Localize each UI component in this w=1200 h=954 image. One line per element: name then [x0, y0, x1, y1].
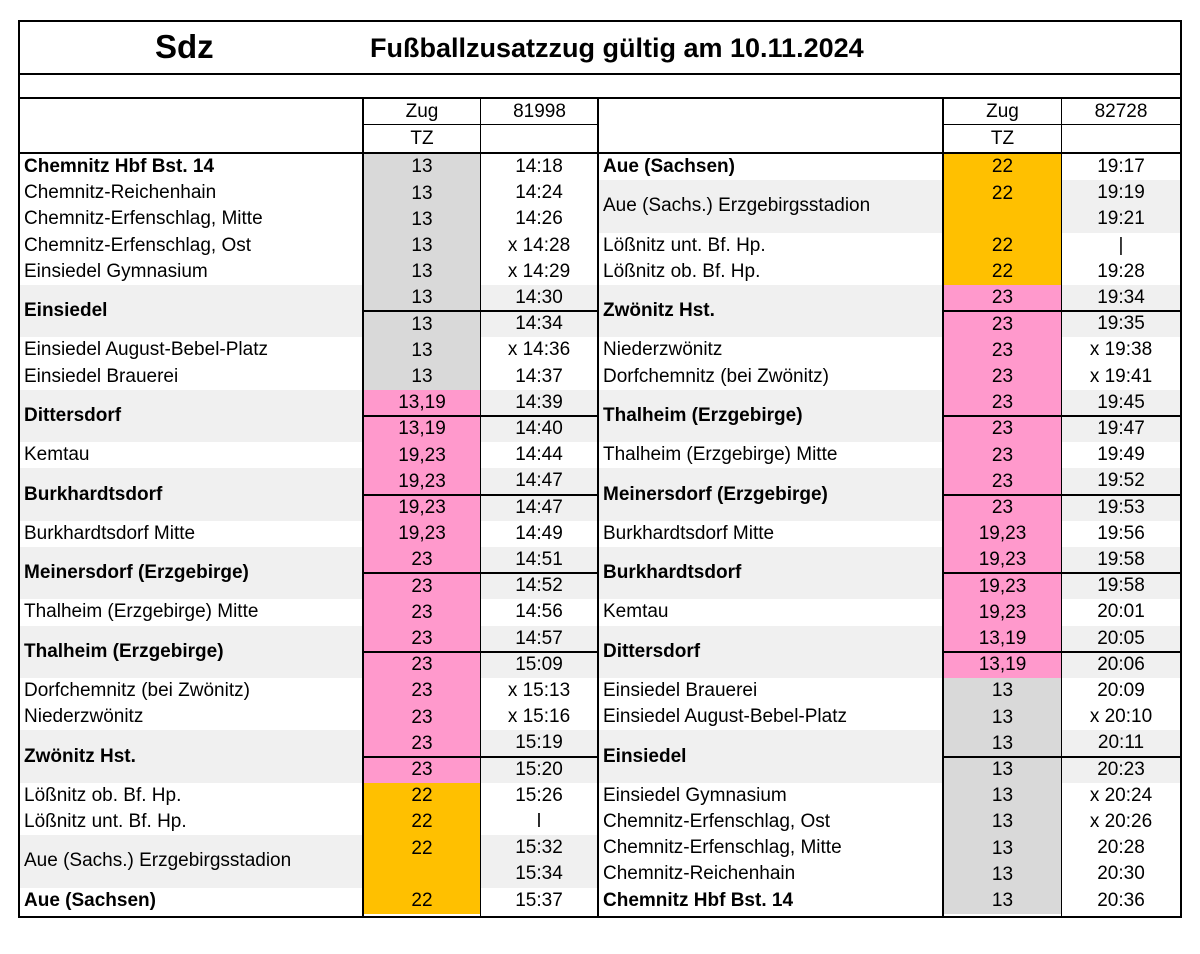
- right-station-col-divider: [942, 97, 944, 916]
- station-name: Chemnitz-Erfenschlag, Ost: [603, 811, 831, 833]
- tz-cell: 23: [944, 364, 1061, 391]
- time-cell: 15:32: [515, 837, 563, 859]
- tz-cell: 23: [944, 416, 1061, 443]
- time-cell: 19:58: [1097, 549, 1145, 571]
- time-cell: x 20:24: [1089, 784, 1153, 806]
- arr-dep-divider: [364, 310, 598, 312]
- station-name: Burkhardtsdorf: [24, 483, 163, 505]
- left-station-col-divider: [362, 97, 364, 916]
- station-name: Aue (Sachs.) Erzgebirgsstadion: [603, 195, 871, 217]
- tz-cell: 13: [944, 809, 1061, 836]
- tz-cell: 22: [364, 888, 480, 915]
- tz-cell: [944, 206, 1061, 233]
- tz-cell: 23: [944, 285, 1061, 312]
- tz-cell: 22: [944, 154, 1061, 181]
- tz-cell: 13: [364, 364, 480, 391]
- arr-dep-divider: [944, 494, 1180, 496]
- tz-cell: 13: [364, 311, 480, 338]
- station-name: Chemnitz Hbf Bst. 14: [24, 156, 215, 178]
- time-cell: 19:56: [1097, 522, 1145, 544]
- tz-cell: 23: [364, 678, 480, 705]
- arr-dep-divider: [364, 651, 598, 653]
- arr-dep-divider: [944, 310, 1180, 312]
- time-cell: x 19:41: [1089, 365, 1153, 387]
- time-cell: 20:06: [1097, 653, 1145, 675]
- time-cell: 14:49: [515, 522, 563, 544]
- title-divider: [18, 73, 1182, 75]
- time-cell: x 14:28: [507, 234, 571, 256]
- time-cell: 19:35: [1097, 313, 1145, 335]
- tz-cell: 23: [944, 337, 1061, 364]
- time-cell: 19:53: [1097, 496, 1145, 518]
- time-cell: 20:11: [1097, 732, 1145, 754]
- tz-cell: 23: [944, 442, 1061, 469]
- tz-cell: 13,19: [944, 652, 1061, 679]
- station-name: Thalheim (Erzgebirge): [24, 640, 224, 662]
- station-name: Chemnitz-Erfenschlag, Mitte: [24, 208, 263, 230]
- tz-cell: 19,23: [364, 468, 480, 495]
- tz-cell: 22: [364, 809, 480, 836]
- time-cell: x 20:10: [1089, 706, 1153, 728]
- right-tz-label: TZ: [990, 127, 1015, 149]
- station-name: Burkhardtsdorf Mitte: [603, 522, 775, 544]
- right-train-number: 82728: [1094, 100, 1148, 122]
- tz-cell: 23: [944, 390, 1061, 417]
- tz-cell: 13: [944, 704, 1061, 731]
- time-cell: 19:47: [1097, 418, 1145, 440]
- station-name: Meinersdorf (Erzgebirge): [603, 483, 828, 505]
- tz-cell: 13: [944, 757, 1061, 784]
- time-cell: 20:23: [1097, 758, 1145, 780]
- tz-cell: 13: [944, 678, 1061, 705]
- time-cell: 19:45: [1097, 391, 1145, 413]
- station-name: Einsiedel August-Bebel-Platz: [603, 706, 847, 728]
- tz-cell: 13,19: [364, 390, 480, 417]
- time-cell: 14:47: [515, 496, 563, 518]
- time-cell: 14:34: [515, 313, 563, 335]
- time-cell: 20:01: [1097, 601, 1145, 623]
- station-name: Burkhardtsdorf: [603, 562, 742, 584]
- tz-cell: 19,23: [944, 547, 1061, 574]
- arr-dep-divider: [364, 572, 598, 574]
- tz-cell: 19,23: [944, 521, 1061, 548]
- tz-cell: 19,23: [364, 495, 480, 522]
- time-cell: 14:37: [515, 365, 563, 387]
- arr-dep-divider: [944, 756, 1180, 758]
- time-cell: 15:26: [515, 784, 563, 806]
- time-cell: 14:57: [515, 627, 563, 649]
- arr-dep-divider: [944, 651, 1180, 653]
- time-cell: 14:44: [515, 444, 563, 466]
- station-name: Dittersdorf: [24, 404, 122, 426]
- time-cell: x 19:38: [1089, 339, 1153, 361]
- station-name: Aue (Sachsen): [24, 889, 156, 911]
- time-cell: 20:36: [1097, 889, 1145, 911]
- station-name: Kemtau: [24, 444, 90, 466]
- time-cell: |: [1118, 234, 1124, 256]
- station-name: Dorfchemnitz (bei Zwönitz): [24, 680, 250, 702]
- station-name: Zwönitz Hst.: [603, 300, 715, 322]
- left-train-number: 81998: [513, 100, 566, 122]
- station-name: Einsiedel: [603, 745, 687, 767]
- station-name: Chemnitz-Reichenhain: [603, 863, 796, 885]
- station-name: Thalheim (Erzgebirge) Mitte: [603, 444, 838, 466]
- time-cell: 19:21: [1097, 208, 1145, 230]
- tz-cell: 23: [364, 599, 480, 626]
- tz-cell: 13: [364, 154, 480, 181]
- tz-cell: 13,19: [944, 626, 1061, 653]
- arr-dep-divider: [364, 494, 598, 496]
- time-cell: l: [536, 811, 542, 833]
- time-cell: 14:39: [515, 391, 563, 413]
- time-cell: 14:51: [515, 549, 563, 571]
- right-tz-col-divider: [1061, 97, 1062, 916]
- tz-cell: 19,23: [944, 573, 1061, 600]
- time-cell: x 14:29: [507, 260, 571, 282]
- station-name: Zwönitz Hst.: [24, 745, 136, 767]
- tz-cell: 13: [944, 861, 1061, 888]
- tz-cell: 23: [944, 468, 1061, 495]
- tz-cell: 19,23: [364, 442, 480, 469]
- time-cell: 14:47: [515, 470, 563, 492]
- station-name: Einsiedel Gymnasium: [24, 260, 208, 282]
- station-name: Einsiedel Brauerei: [24, 365, 179, 387]
- tz-cell: 13: [944, 835, 1061, 862]
- station-name: Thalheim (Erzgebirge) Mitte: [24, 601, 259, 623]
- time-cell: x 20:26: [1089, 811, 1153, 833]
- left-tz-label: TZ: [410, 127, 434, 149]
- time-cell: 14:52: [515, 575, 563, 597]
- station-name: Burkhardtsdorf Mitte: [24, 522, 196, 544]
- station-name: Thalheim (Erzgebirge): [603, 404, 803, 426]
- time-cell: 20:05: [1097, 627, 1145, 649]
- time-cell: 20:09: [1097, 680, 1145, 702]
- right-zug-label: Zug: [986, 100, 1019, 122]
- tz-cell: 23: [364, 547, 480, 574]
- tz-cell: 22: [364, 783, 480, 810]
- left-tz-col-divider: [480, 97, 481, 916]
- station-name: Niederzwönitz: [24, 706, 144, 728]
- time-cell: x 15:13: [507, 680, 571, 702]
- tz-cell: 13: [364, 233, 480, 260]
- station-name: Dittersdorf: [603, 640, 701, 662]
- time-cell: 19:49: [1097, 444, 1145, 466]
- station-name: Meinersdorf (Erzgebirge): [24, 562, 249, 584]
- tz-cell: 13: [944, 730, 1061, 757]
- station-name: Chemnitz-Reichenhain: [24, 182, 217, 204]
- station-name: Lößnitz unt. Bf. Hp.: [603, 234, 766, 256]
- tz-cell: 23: [364, 573, 480, 600]
- tz-cell: 23: [364, 652, 480, 679]
- time-cell: 15:09: [515, 653, 563, 675]
- time-cell: 14:18: [515, 156, 563, 178]
- station-name: Einsiedel Gymnasium: [603, 784, 787, 806]
- station-name: Niederzwönitz: [603, 339, 723, 361]
- time-cell: 15:19: [515, 732, 563, 754]
- time-cell: 15:20: [515, 758, 563, 780]
- train-type-code: Sdz: [155, 28, 214, 65]
- page-title: Fußballzusatzzug gültig am 10.11.2024: [370, 33, 864, 63]
- time-cell: 15:34: [515, 863, 563, 885]
- tz-cell: 13: [944, 888, 1061, 915]
- station-name: Einsiedel: [24, 300, 108, 322]
- time-cell: 19:19: [1097, 182, 1145, 204]
- time-cell: 15:37: [515, 889, 563, 911]
- station-name: Dorfchemnitz (bei Zwönitz): [603, 365, 829, 387]
- tz-cell: 13,19: [364, 416, 480, 443]
- station-name: Chemnitz Hbf Bst. 14: [603, 889, 794, 911]
- station-name: Einsiedel August-Bebel-Platz: [24, 339, 268, 361]
- time-cell: x 14:36: [507, 339, 571, 361]
- time-cell: x 15:16: [507, 706, 571, 728]
- tz-cell: 22: [944, 180, 1061, 207]
- time-cell: 19:28: [1097, 260, 1145, 282]
- tz-cell: 19,23: [944, 599, 1061, 626]
- time-cell: 19:34: [1097, 287, 1145, 309]
- time-cell: 20:28: [1097, 837, 1145, 859]
- tz-cell: 23: [944, 311, 1061, 338]
- tz-cell: 13: [364, 259, 480, 286]
- tz-cell: 13: [364, 337, 480, 364]
- tz-cell: 13: [364, 180, 480, 207]
- tz-cell: 22: [364, 835, 480, 862]
- tz-cell: 13: [364, 285, 480, 312]
- tz-cell: 22: [944, 259, 1061, 286]
- station-name: Lößnitz ob. Bf. Hp.: [603, 260, 761, 282]
- time-cell: 14:40: [515, 418, 563, 440]
- time-cell: 14:30: [515, 287, 563, 309]
- tz-cell: 23: [364, 730, 480, 757]
- tz-cell: 23: [944, 495, 1061, 522]
- time-cell: 14:26: [515, 208, 563, 230]
- time-cell: 20:30: [1097, 863, 1145, 885]
- station-name: Lößnitz ob. Bf. Hp.: [24, 784, 182, 806]
- tz-cell: 22: [944, 233, 1061, 260]
- time-cell: 14:56: [515, 601, 563, 623]
- tz-cell: [364, 861, 480, 888]
- tz-cell: 13: [364, 206, 480, 233]
- station-name: Lößnitz unt. Bf. Hp.: [24, 811, 187, 833]
- station-name: Einsiedel Brauerei: [603, 680, 758, 702]
- tz-cell: 23: [364, 757, 480, 784]
- tz-cell: 19,23: [364, 521, 480, 548]
- arr-dep-divider: [364, 756, 598, 758]
- time-cell: 19:58: [1097, 575, 1145, 597]
- center-divider: [597, 97, 599, 916]
- station-name: Kemtau: [603, 601, 669, 623]
- station-name: Chemnitz-Erfenschlag, Ost: [24, 234, 252, 256]
- arr-dep-divider: [364, 415, 598, 417]
- time-cell: 14:24: [515, 182, 563, 204]
- tz-cell: 23: [364, 704, 480, 731]
- station-name: Chemnitz-Erfenschlag, Mitte: [603, 837, 842, 859]
- left-zug-label: Zug: [405, 100, 439, 122]
- tz-cell: 23: [364, 626, 480, 653]
- station-name: Aue (Sachsen): [603, 156, 735, 178]
- arr-dep-divider: [944, 572, 1180, 574]
- tz-cell: 13: [944, 783, 1061, 810]
- time-cell: 19:52: [1097, 470, 1145, 492]
- arr-dep-divider: [944, 415, 1180, 417]
- station-name: Aue (Sachs.) Erzgebirgsstadion: [24, 850, 292, 872]
- time-cell: 19:17: [1097, 156, 1145, 178]
